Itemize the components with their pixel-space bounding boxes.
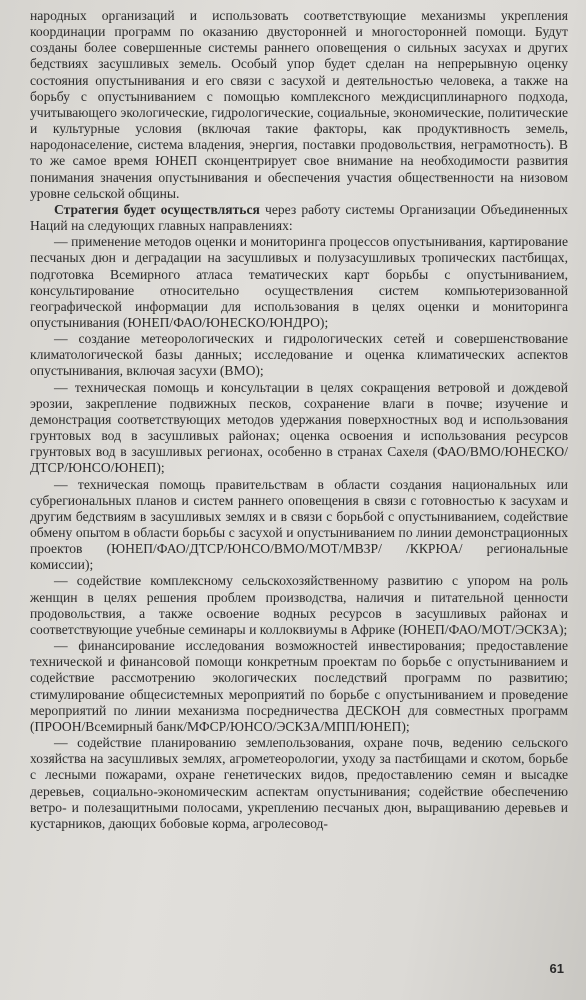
list-item: — техническая помощь и консультации в целях сокращения ветровой и дождевой эрозии, закрепление подвижных песков, сохранение влаги в почве; изучение и демонстрация соответствующих методов удержания поверхностных вод и использования грунтовых вод в засушливых районах; оценка освоения и использования ресурсов грунтовых вод в засушливых регионах, особенно в странах Сахеля (ФАО/ВМО/ЮНЕСКО/ДТСР/ЮНСО/ЮНЕП); [30, 379, 568, 476]
list-item: — содействие комплексному сельскохозяйственному развитию с упором на роль женщин в целях решения проблем производства, наличия и питательной ценности продовольствия, а также освоение водных ресурсов в засушливых районах и соответствующие учебные семинары и коллоквиумы в Африке (ЮНЕП/ФАО/МОТ/ЭСКЗА); [30, 573, 568, 637]
list-item: — применение методов оценки и мониторинга процессов опустынивания, картирование песчаных дюн и деградации на засушливых и полузасушливых тропических пастбищах, подготовка Всемирного атласа тематических карт борьбы с опустыниванием, консультирование относительно осуществления систем компьютеризованной географической информации для использования в целях оценки и мониторинга опустынивания (ЮНЕП/ФАО/ЮНЕСКО/ЮНДРО); [30, 234, 568, 330]
list-item: — содействие планированию землепользования, охране почв, ведению сельского хозяйства на засушливых землях, агрометеорологии, уходу за пастбищами и скотом, борьбе с лесными пожарами, охране генетических видов, предоставлению семян и высадке деревьев, социально-экономическим аспектам опустынивания; содействие обеспечению ветро- и полезащитными полосами, укреплению песчаных дюн, выращиванию деревьев и кустарников, дающих бобовые корма, агролесовод- [30, 735, 568, 831]
strategy-paragraph [30, 202, 568, 234]
page-body-text [30, 8, 568, 832]
strategy-runin-heading: Стратегия будет осуществляться [54, 201, 260, 217]
strategy-intro-text: через работу системы Организации Объединенных Наций на следующих главных направлениях: [30, 201, 568, 234]
list-item: — финансирование исследования возможностей инвестирования; предоставление технической и финансовой помощи конкретным проектам по борьбе с опустыниванием и содействие рассмотрению экологических последствий программ по развитию; стимулирование общесистемных мероприятий по борьбе с опустыниванием и проведение мероприятий по линии механизма посредничества ДЕСКОН для совместных программ (ПРООН/Всемирный банк/МФСР/ЮНСО/ЭСКЗА/МПП/ЮНЕП); [30, 638, 568, 734]
intro-paragraph: народных организаций и использовать соответствующие механизмы укрепления координации программ по оказанию двусторонней и многосторонней помощи. Будут созданы более совершенные системы раннего оповещения о сильных засухах и других бедствиях засушливых земель. Особый упор будет сделан на непрерывную оценку состояния опустынивания и его связи с засухой и деятельностью человека, а также на борьбу с опустыниванием с помощью комплексного междисциплинарного подхода, учитывающего экологические, гидрологические, социальные, экономические, политические и культурные условия (включая такие факторы, как продуктивность земель, народонаселение, система владения, энергия, поставки продовольствия, неграмотность). В то же самое время ЮНЕП сконцентрирует свое внимание на необходимости развития понимания значения опустынивания и обеспечения участия общественности на низовом уровне сельской общины. [30, 8, 568, 201]
page-number: 61 [549, 961, 564, 976]
list-item: — создание метеорологических и гидрологических сетей и совершенствование климатологической базы данных; исследование и оценка климатических аспектов опустынивания, включая засухи (ВМО); [30, 331, 568, 379]
list-item: — техническая помощь правительствам в области создания национальных или субрегиональных планов и систем раннего оповещения в связи с готовностью к засухам и другим бедствиям в засушливых землях и в связи с борьбой с опустыниванием, содействие обмену опытом в области борьбы с засухой и опустыниванием по линии демонстрационных проектов (ЮНЕП/ФАО/ДТСР/ЮНСО/ВМО/МОТ/МВЗР/ /ККРЮА/ региональные комиссии); [30, 476, 568, 573]
